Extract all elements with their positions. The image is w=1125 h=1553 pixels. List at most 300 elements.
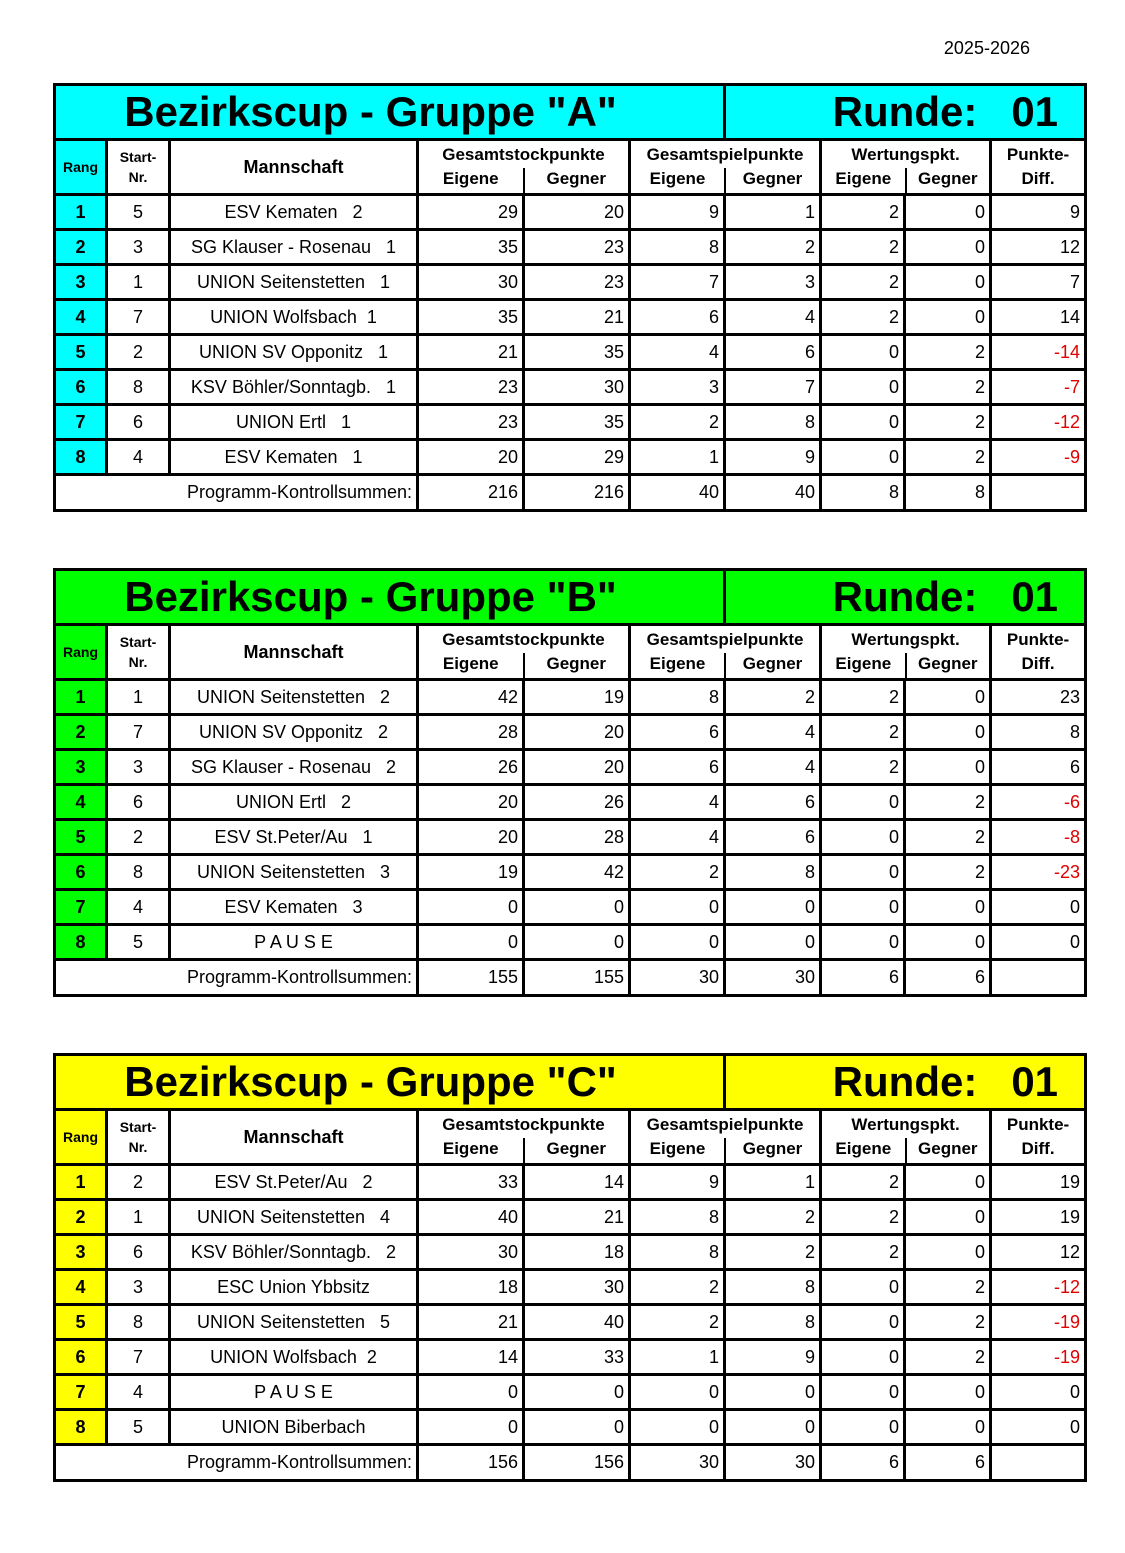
sum-wert-opp-cell: 6 bbox=[905, 1445, 991, 1481]
wert-opp-cell: 0 bbox=[905, 890, 991, 925]
rank-cell: 3 bbox=[55, 1235, 107, 1270]
spiel-own-cell: 1 bbox=[630, 1340, 725, 1375]
spiel-own-cell: 9 bbox=[630, 1165, 725, 1200]
spiel-opp-cell: 2 bbox=[725, 1200, 821, 1235]
spiel-own-cell: 8 bbox=[630, 680, 725, 715]
round-number: 01 bbox=[1011, 573, 1059, 620]
header-spielpunkte bbox=[630, 625, 821, 680]
spiel-own-cell: 6 bbox=[630, 715, 725, 750]
header-wertungspunkte-subheaders bbox=[822, 168, 989, 193]
diff-cell: -8 bbox=[991, 820, 1086, 855]
stock-own-cell: 28 bbox=[418, 715, 524, 750]
wert-opp-cell: 0 bbox=[905, 1200, 991, 1235]
sum-spiel-own-cell: 30 bbox=[630, 960, 725, 996]
table-row bbox=[55, 300, 1086, 335]
diff-cell: 14 bbox=[991, 300, 1086, 335]
wert-own-cell: 0 bbox=[821, 785, 905, 820]
wert-opp-cell: 0 bbox=[905, 300, 991, 335]
diff-cell: -23 bbox=[991, 855, 1086, 890]
wert-own-cell: 2 bbox=[821, 1165, 905, 1200]
header-wertungspunkte-own: Eigene bbox=[835, 169, 892, 188]
header-diff bbox=[991, 140, 1086, 195]
spiel-own-cell: 0 bbox=[630, 890, 725, 925]
diff-cell: 12 bbox=[991, 1235, 1086, 1270]
table-row bbox=[55, 265, 1086, 300]
rank-cell: 2 bbox=[55, 230, 107, 265]
stock-own-cell: 0 bbox=[418, 1375, 524, 1410]
wert-own-cell: 2 bbox=[821, 715, 905, 750]
header-diff bbox=[991, 625, 1086, 680]
rank-cell: 3 bbox=[55, 750, 107, 785]
spiel-opp-cell: 4 bbox=[725, 750, 821, 785]
spiel-own-cell: 7 bbox=[630, 265, 725, 300]
wert-opp-cell: 0 bbox=[905, 195, 991, 230]
header-diff-line1: Punkte- bbox=[1006, 145, 1070, 164]
diff-cell: 23 bbox=[991, 680, 1086, 715]
sum-stock-opp-cell: 216 bbox=[524, 475, 630, 511]
wert-own-cell: 0 bbox=[821, 1270, 905, 1305]
header-stockpunkte-opp: Gegner bbox=[523, 168, 629, 193]
wert-opp-cell: 2 bbox=[905, 335, 991, 370]
rank-cell: 3 bbox=[55, 265, 107, 300]
header-stockpunkte bbox=[418, 1110, 630, 1165]
round-number: 01 bbox=[1011, 1058, 1059, 1105]
wert-own-cell: 2 bbox=[821, 1200, 905, 1235]
start-nr-cell: 3 bbox=[107, 1270, 170, 1305]
stock-opp-cell: 30 bbox=[524, 370, 630, 405]
rank-cell: 6 bbox=[55, 1340, 107, 1375]
stock-opp-cell: 29 bbox=[524, 440, 630, 475]
wert-own-cell: 0 bbox=[821, 335, 905, 370]
header-rang: Rang bbox=[55, 1110, 107, 1165]
table-row bbox=[55, 405, 1086, 440]
spiel-opp-cell: 6 bbox=[725, 335, 821, 370]
stock-opp-cell: 26 bbox=[524, 785, 630, 820]
team-cell: UNION Ertl 1 bbox=[170, 405, 418, 440]
team-cell: UNION Ertl 2 bbox=[170, 785, 418, 820]
header-wertungspunkte bbox=[821, 140, 991, 195]
group-title: Bezirkscup - Gruppe "C" bbox=[55, 1055, 725, 1110]
checksum-row bbox=[55, 960, 1086, 996]
diff-cell: 0 bbox=[991, 1410, 1086, 1445]
spiel-opp-cell: 2 bbox=[725, 1235, 821, 1270]
wert-own-cell: 2 bbox=[821, 195, 905, 230]
table-row bbox=[55, 750, 1086, 785]
sum-spiel-opp-cell: 30 bbox=[725, 1445, 821, 1481]
rank-cell: 1 bbox=[55, 1165, 107, 1200]
sum-wert-opp-cell: 6 bbox=[905, 960, 991, 996]
header-stockpunkte-own: Eigene bbox=[442, 169, 499, 188]
table-row bbox=[55, 855, 1086, 890]
header-spielpunkte-own: Eigene bbox=[649, 654, 706, 673]
diff-cell: -19 bbox=[991, 1305, 1086, 1340]
rank-cell: 4 bbox=[55, 785, 107, 820]
table-row bbox=[55, 335, 1086, 370]
stock-own-cell: 20 bbox=[418, 820, 524, 855]
stock-own-cell: 21 bbox=[418, 1305, 524, 1340]
wert-own-cell: 0 bbox=[821, 855, 905, 890]
spiel-own-cell: 2 bbox=[630, 405, 725, 440]
header-wertungspunkte-title: Wertungspkt. bbox=[851, 630, 960, 649]
stock-own-cell: 20 bbox=[418, 440, 524, 475]
diff-cell: 0 bbox=[991, 925, 1086, 960]
header-stockpunkte-subheaders bbox=[419, 1138, 628, 1163]
header-spielpunkte-opp: Gegner bbox=[724, 168, 819, 193]
header-stockpunkte-own: Eigene bbox=[442, 1139, 499, 1158]
diff-cell: -14 bbox=[991, 335, 1086, 370]
wert-own-cell: 2 bbox=[821, 680, 905, 715]
header-stockpunkte-title: Gesamtstockpunkte bbox=[442, 630, 605, 649]
stock-opp-cell: 0 bbox=[524, 890, 630, 925]
group-title: Bezirkscup - Gruppe "B" bbox=[55, 570, 725, 625]
header-wertungspunkte bbox=[821, 625, 991, 680]
team-cell: UNION Seitenstetten 1 bbox=[170, 265, 418, 300]
spiel-own-cell: 9 bbox=[630, 195, 725, 230]
team-cell: ESV Kematen 3 bbox=[170, 890, 418, 925]
rank-cell: 8 bbox=[55, 1410, 107, 1445]
stock-own-cell: 0 bbox=[418, 925, 524, 960]
sum-spiel-own-cell: 30 bbox=[630, 1445, 725, 1481]
diff-cell: 7 bbox=[991, 265, 1086, 300]
spiel-opp-cell: 6 bbox=[725, 820, 821, 855]
header-spielpunkte bbox=[630, 1110, 821, 1165]
diff-cell: -12 bbox=[991, 405, 1086, 440]
stock-opp-cell: 20 bbox=[524, 715, 630, 750]
rank-cell: 6 bbox=[55, 855, 107, 890]
team-cell: P A U S E bbox=[170, 925, 418, 960]
spiel-opp-cell: 1 bbox=[725, 195, 821, 230]
stock-opp-cell: 18 bbox=[524, 1235, 630, 1270]
header-stockpunkte bbox=[418, 140, 630, 195]
rank-cell: 7 bbox=[55, 890, 107, 925]
start-nr-cell: 5 bbox=[107, 195, 170, 230]
stock-opp-cell: 20 bbox=[524, 750, 630, 785]
start-nr-cell: 4 bbox=[107, 440, 170, 475]
rank-cell: 8 bbox=[55, 925, 107, 960]
sum-stock-own-cell: 216 bbox=[418, 475, 524, 511]
stock-own-cell: 18 bbox=[418, 1270, 524, 1305]
checksum-row bbox=[55, 1445, 1086, 1481]
stock-opp-cell: 42 bbox=[524, 855, 630, 890]
wert-own-cell: 2 bbox=[821, 300, 905, 335]
table-row bbox=[55, 1200, 1086, 1235]
spiel-own-cell: 0 bbox=[630, 1375, 725, 1410]
header-start-line2: Nr. bbox=[128, 1139, 148, 1155]
table-row bbox=[55, 1270, 1086, 1305]
wert-own-cell: 0 bbox=[821, 925, 905, 960]
spiel-opp-cell: 1 bbox=[725, 1165, 821, 1200]
table-row bbox=[55, 925, 1086, 960]
sum-spiel-opp-cell: 30 bbox=[725, 960, 821, 996]
stock-own-cell: 20 bbox=[418, 785, 524, 820]
spiel-own-cell: 8 bbox=[630, 1200, 725, 1235]
spiel-opp-cell: 2 bbox=[725, 230, 821, 265]
group-table bbox=[53, 568, 1087, 997]
header-diff bbox=[991, 1110, 1086, 1165]
checksum-label: Programm-Kontrollsummen: bbox=[55, 475, 418, 511]
spiel-opp-cell: 9 bbox=[725, 1340, 821, 1375]
header-start-nr bbox=[107, 1110, 170, 1165]
season-label: 2025-2026 bbox=[943, 38, 1030, 58]
stock-own-cell: 19 bbox=[418, 855, 524, 890]
header-spielpunkte-own: Eigene bbox=[649, 169, 706, 188]
wert-opp-cell: 0 bbox=[905, 925, 991, 960]
stock-own-cell: 29 bbox=[418, 195, 524, 230]
checksum-label: Programm-Kontrollsummen: bbox=[55, 960, 418, 996]
sum-stock-own-cell: 155 bbox=[418, 960, 524, 996]
header-spielpunkte-title: Gesamtspielpunkte bbox=[646, 630, 804, 649]
sum-wert-opp-cell: 8 bbox=[905, 475, 991, 511]
stock-opp-cell: 23 bbox=[524, 230, 630, 265]
team-cell: KSV Böhler/Sonntagb. 1 bbox=[170, 370, 418, 405]
wert-own-cell: 0 bbox=[821, 1340, 905, 1375]
header-wertungspunkte-subheaders bbox=[822, 653, 989, 678]
start-nr-cell: 6 bbox=[107, 405, 170, 440]
header-stockpunkte-opp: Gegner bbox=[523, 653, 629, 678]
header-wertungspunkte bbox=[821, 1110, 991, 1165]
header-stockpunkte-subheaders bbox=[419, 168, 628, 193]
rank-cell: 2 bbox=[55, 1200, 107, 1235]
header-wertungspunkte-own: Eigene bbox=[835, 1139, 892, 1158]
wert-own-cell: 0 bbox=[821, 820, 905, 855]
stock-opp-cell: 30 bbox=[524, 1270, 630, 1305]
start-nr-cell: 5 bbox=[107, 1410, 170, 1445]
sum-spiel-opp-cell: 40 bbox=[725, 475, 821, 511]
rank-cell: 5 bbox=[55, 820, 107, 855]
stock-own-cell: 40 bbox=[418, 1200, 524, 1235]
group-title: Bezirkscup - Gruppe "A" bbox=[55, 85, 725, 140]
diff-cell: 6 bbox=[991, 750, 1086, 785]
team-cell: ESC Union Ybbsitz bbox=[170, 1270, 418, 1305]
wert-opp-cell: 0 bbox=[905, 265, 991, 300]
header-wertungspunkte-title: Wertungspkt. bbox=[851, 145, 960, 164]
wert-own-cell: 0 bbox=[821, 405, 905, 440]
stock-own-cell: 14 bbox=[418, 1340, 524, 1375]
stock-opp-cell: 14 bbox=[524, 1165, 630, 1200]
stock-opp-cell: 40 bbox=[524, 1305, 630, 1340]
header-stockpunkte-title: Gesamtstockpunkte bbox=[442, 1115, 605, 1134]
table-row bbox=[55, 1305, 1086, 1340]
spiel-own-cell: 0 bbox=[630, 1410, 725, 1445]
team-cell: UNION SV Opponitz 2 bbox=[170, 715, 418, 750]
group-title-row bbox=[55, 85, 1086, 140]
team-cell: UNION Seitenstetten 5 bbox=[170, 1305, 418, 1340]
column-header-row bbox=[55, 625, 1086, 680]
stock-own-cell: 26 bbox=[418, 750, 524, 785]
spiel-opp-cell: 0 bbox=[725, 1410, 821, 1445]
spiel-own-cell: 2 bbox=[630, 1305, 725, 1340]
header-wertungspunkte-opp: Gegner bbox=[905, 653, 990, 678]
team-cell: UNION Seitenstetten 3 bbox=[170, 855, 418, 890]
rank-cell: 7 bbox=[55, 1375, 107, 1410]
spiel-opp-cell: 3 bbox=[725, 265, 821, 300]
diff-cell: -9 bbox=[991, 440, 1086, 475]
stock-own-cell: 30 bbox=[418, 1235, 524, 1270]
round-number: 01 bbox=[1011, 88, 1059, 135]
table-row bbox=[55, 440, 1086, 475]
start-nr-cell: 6 bbox=[107, 785, 170, 820]
spiel-opp-cell: 0 bbox=[725, 1375, 821, 1410]
rank-cell: 8 bbox=[55, 440, 107, 475]
wert-own-cell: 0 bbox=[821, 890, 905, 925]
spiel-opp-cell: 8 bbox=[725, 1305, 821, 1340]
header-diff-line1: Punkte- bbox=[1006, 1115, 1070, 1134]
spiel-opp-cell: 7 bbox=[725, 370, 821, 405]
start-nr-cell: 1 bbox=[107, 680, 170, 715]
diff-cell: 12 bbox=[991, 230, 1086, 265]
spiel-own-cell: 8 bbox=[630, 230, 725, 265]
team-cell: SG Klauser - Rosenau 2 bbox=[170, 750, 418, 785]
rank-cell: 6 bbox=[55, 370, 107, 405]
header-spielpunkte-subheaders bbox=[631, 168, 819, 193]
header-spielpunkte-subheaders bbox=[631, 653, 819, 678]
table-row bbox=[55, 230, 1086, 265]
header-spielpunkte-subheaders bbox=[631, 1138, 819, 1163]
header-spielpunkte-own: Eigene bbox=[649, 1139, 706, 1158]
header-wertungspunkte-title: Wertungspkt. bbox=[851, 1115, 960, 1134]
table-row bbox=[55, 1165, 1086, 1200]
header-diff-line2: Diff. bbox=[1021, 169, 1055, 188]
diff-cell: 9 bbox=[991, 195, 1086, 230]
team-cell: ESV Kematen 1 bbox=[170, 440, 418, 475]
start-nr-cell: 7 bbox=[107, 1340, 170, 1375]
header-wertungspunkte-own: Eigene bbox=[835, 654, 892, 673]
stock-opp-cell: 20 bbox=[524, 195, 630, 230]
wert-opp-cell: 0 bbox=[905, 1375, 991, 1410]
spiel-opp-cell: 0 bbox=[725, 925, 821, 960]
diff-cell: 0 bbox=[991, 890, 1086, 925]
team-cell: ESV Kematen 2 bbox=[170, 195, 418, 230]
spiel-opp-cell: 2 bbox=[725, 680, 821, 715]
header-start-line1: Start- bbox=[119, 634, 157, 650]
wert-opp-cell: 2 bbox=[905, 1340, 991, 1375]
checksum-label: Programm-Kontrollsummen: bbox=[55, 1445, 418, 1481]
team-cell: UNION Wolfsbach 2 bbox=[170, 1340, 418, 1375]
spiel-opp-cell: 9 bbox=[725, 440, 821, 475]
table-row bbox=[55, 890, 1086, 925]
round-label: Runde: bbox=[832, 88, 978, 135]
table-row bbox=[55, 1410, 1086, 1445]
stock-opp-cell: 0 bbox=[524, 1410, 630, 1445]
sum-stock-own-cell: 156 bbox=[418, 1445, 524, 1481]
header-stockpunkte-opp: Gegner bbox=[523, 1138, 629, 1163]
sum-diff-empty-cell bbox=[991, 960, 1086, 996]
header-stockpunkte-subheaders bbox=[419, 653, 628, 678]
header-stockpunkte-own: Eigene bbox=[442, 654, 499, 673]
spiel-own-cell: 6 bbox=[630, 300, 725, 335]
spiel-opp-cell: 8 bbox=[725, 855, 821, 890]
stock-own-cell: 35 bbox=[418, 230, 524, 265]
header-team: Mannschaft bbox=[170, 1110, 418, 1165]
stock-opp-cell: 21 bbox=[524, 1200, 630, 1235]
header-rang: Rang bbox=[55, 625, 107, 680]
rank-cell: 2 bbox=[55, 715, 107, 750]
start-nr-cell: 2 bbox=[107, 335, 170, 370]
diff-cell: 19 bbox=[991, 1200, 1086, 1235]
team-cell: UNION Wolfsbach 1 bbox=[170, 300, 418, 335]
table-row bbox=[55, 820, 1086, 855]
stock-own-cell: 35 bbox=[418, 300, 524, 335]
spiel-own-cell: 8 bbox=[630, 1235, 725, 1270]
stock-own-cell: 0 bbox=[418, 890, 524, 925]
team-cell: UNION Seitenstetten 2 bbox=[170, 680, 418, 715]
spiel-opp-cell: 0 bbox=[725, 890, 821, 925]
header-spielpunkte-opp: Gegner bbox=[724, 1138, 819, 1163]
wert-opp-cell: 2 bbox=[905, 820, 991, 855]
wert-own-cell: 0 bbox=[821, 1375, 905, 1410]
round-indicator bbox=[725, 85, 1086, 140]
stock-own-cell: 23 bbox=[418, 405, 524, 440]
start-nr-cell: 2 bbox=[107, 820, 170, 855]
rank-cell: 1 bbox=[55, 195, 107, 230]
team-cell: P A U S E bbox=[170, 1375, 418, 1410]
sum-spiel-own-cell: 40 bbox=[630, 475, 725, 511]
team-cell: SG Klauser - Rosenau 1 bbox=[170, 230, 418, 265]
wert-own-cell: 2 bbox=[821, 265, 905, 300]
wert-opp-cell: 0 bbox=[905, 750, 991, 785]
group-table bbox=[53, 1053, 1087, 1482]
wert-own-cell: 0 bbox=[821, 1410, 905, 1445]
start-nr-cell: 3 bbox=[107, 230, 170, 265]
team-cell: ESV St.Peter/Au 2 bbox=[170, 1165, 418, 1200]
header-wertungspunkte-subheaders bbox=[822, 1138, 989, 1163]
wert-opp-cell: 0 bbox=[905, 680, 991, 715]
wert-opp-cell: 2 bbox=[905, 440, 991, 475]
rank-cell: 4 bbox=[55, 300, 107, 335]
stock-own-cell: 0 bbox=[418, 1410, 524, 1445]
rank-cell: 1 bbox=[55, 680, 107, 715]
spiel-opp-cell: 8 bbox=[725, 405, 821, 440]
spiel-own-cell: 1 bbox=[630, 440, 725, 475]
sum-wert-own-cell: 6 bbox=[821, 1445, 905, 1481]
spiel-own-cell: 0 bbox=[630, 925, 725, 960]
group-table bbox=[53, 83, 1087, 512]
header-team: Mannschaft bbox=[170, 140, 418, 195]
spiel-own-cell: 4 bbox=[630, 785, 725, 820]
spiel-own-cell: 3 bbox=[630, 370, 725, 405]
spiel-own-cell: 2 bbox=[630, 855, 725, 890]
start-nr-cell: 7 bbox=[107, 300, 170, 335]
header-spielpunkte bbox=[630, 140, 821, 195]
wert-own-cell: 2 bbox=[821, 750, 905, 785]
start-nr-cell: 1 bbox=[107, 265, 170, 300]
diff-cell: -6 bbox=[991, 785, 1086, 820]
stock-opp-cell: 35 bbox=[524, 405, 630, 440]
sum-diff-empty-cell bbox=[991, 475, 1086, 511]
table-row bbox=[55, 370, 1086, 405]
checksum-row bbox=[55, 475, 1086, 511]
rank-cell: 5 bbox=[55, 335, 107, 370]
stock-opp-cell: 0 bbox=[524, 925, 630, 960]
stock-opp-cell: 0 bbox=[524, 1375, 630, 1410]
spiel-opp-cell: 8 bbox=[725, 1270, 821, 1305]
start-nr-cell: 8 bbox=[107, 370, 170, 405]
header-stockpunkte bbox=[418, 625, 630, 680]
header-diff-line2: Diff. bbox=[1021, 654, 1055, 673]
header-spielpunkte-title: Gesamtspielpunkte bbox=[646, 1115, 804, 1134]
spiel-opp-cell: 4 bbox=[725, 300, 821, 335]
sum-diff-empty-cell bbox=[991, 1445, 1086, 1481]
round-label: Runde: bbox=[832, 573, 978, 620]
wert-opp-cell: 2 bbox=[905, 1270, 991, 1305]
table-row bbox=[55, 680, 1086, 715]
start-nr-cell: 5 bbox=[107, 925, 170, 960]
header-start-line1: Start- bbox=[119, 149, 157, 165]
start-nr-cell: 8 bbox=[107, 855, 170, 890]
group-title-row bbox=[55, 1055, 1086, 1110]
header-spielpunkte-title: Gesamtspielpunkte bbox=[646, 145, 804, 164]
header-wertungspunkte-opp: Gegner bbox=[905, 1138, 990, 1163]
